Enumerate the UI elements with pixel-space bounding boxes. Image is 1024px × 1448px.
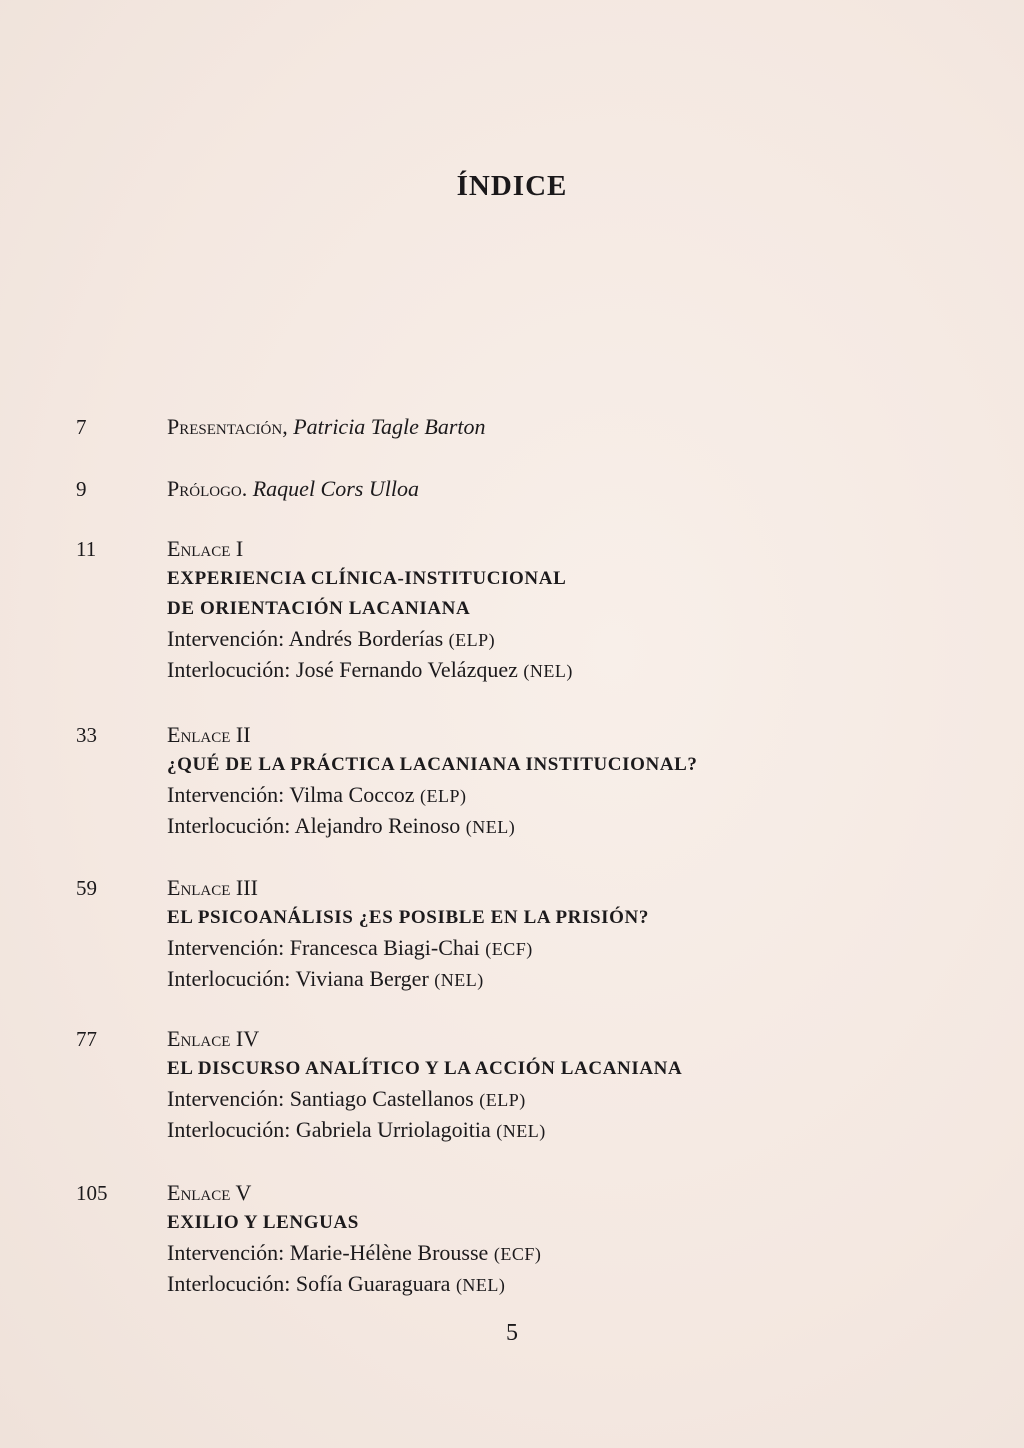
entry-interlocucion-org: (NEL) [455, 1275, 506, 1295]
page-title: ÍNDICE [456, 170, 568, 202]
entry-label: Presentación [167, 414, 283, 439]
entry-intervencion: Intervención: Vilma Coccoz [167, 782, 415, 807]
entry-page-number: 59 [76, 876, 97, 900]
entry-heading: ¿QUÉ DE LA PRÁCTICA LACANIANA INSTITUCIONAL? [167, 754, 698, 775]
entry-intervencion-org: (ELP) [420, 786, 467, 806]
entry-interlocucion: Interlocución: Viviana Berger [167, 966, 429, 991]
entry-interlocucion: Interlocución: Sofía Guaraguara [167, 1271, 451, 1296]
entry-heading: DE ORIENTACIÓN LACANIANA [167, 598, 471, 619]
entry-intervencion: Intervención: Andrés Borderías [167, 626, 444, 651]
entry-label: Enlace II [167, 722, 251, 747]
entry-author: Raquel Cors Ulloa [252, 476, 419, 501]
entry-interlocucion: Interlocución: Gabriela Urriolagoitia [167, 1117, 491, 1142]
entry-label: Enlace I [167, 536, 244, 561]
entry-page-number: 33 [76, 723, 97, 747]
entry-separator: , [282, 414, 294, 439]
entry-intervencion-org: (ELP) [448, 630, 496, 650]
entry-heading: EXPERIENCIA CLÍNICA-INSTITUCIONAL [167, 568, 567, 589]
page-number: 5 [506, 1320, 518, 1346]
entry-intervencion: Intervención: Marie-Hélène Brousse [167, 1240, 489, 1265]
entry-heading: EXILIO Y LENGUAS [167, 1212, 359, 1233]
entry-page-number: 77 [76, 1027, 97, 1051]
entry-author: Patricia Tagle Barton [293, 414, 486, 439]
entry-page-number: 105 [76, 1181, 108, 1205]
entry-intervencion-org: (ECF) [493, 1244, 542, 1264]
entry-interlocucion: Interlocución: Alejandro Reinoso [167, 813, 461, 838]
entry-interlocucion-org: (NEL) [496, 1121, 546, 1141]
entry-interlocucion: Interlocución: José Fernando Velázquez [167, 657, 518, 682]
entry-intervencion: Intervención: Santiago Castellanos [167, 1086, 474, 1111]
entry-page-number: 9 [76, 477, 87, 501]
entry-page-number: 7 [76, 415, 87, 439]
entry-heading: EL DISCURSO ANALÍTICO Y LA ACCIÓN LACANIANA [167, 1058, 683, 1079]
entry-label: Enlace III [167, 875, 258, 900]
entry-label: Enlace V [167, 1180, 252, 1205]
entry-separator: . [241, 476, 253, 501]
entry-page-number: 11 [76, 537, 97, 561]
entry-interlocucion-org: (NEL) [465, 817, 516, 837]
entry-heading: EL PSICOANÁLISIS ¿ES POSIBLE EN LA PRISIÓN? [167, 907, 649, 928]
entry-interlocucion-org: (NEL) [523, 661, 573, 681]
entry-label: Enlace IV [167, 1026, 260, 1051]
entry-intervencion-org: (ECF) [485, 939, 533, 959]
entry-label: Prólogo [167, 476, 242, 501]
entry-interlocucion-org: (NEL) [434, 970, 484, 990]
entry-intervencion: Intervención: Francesca Biagi-Chai [167, 935, 480, 960]
entry-intervencion-org: (ELP) [479, 1090, 526, 1110]
